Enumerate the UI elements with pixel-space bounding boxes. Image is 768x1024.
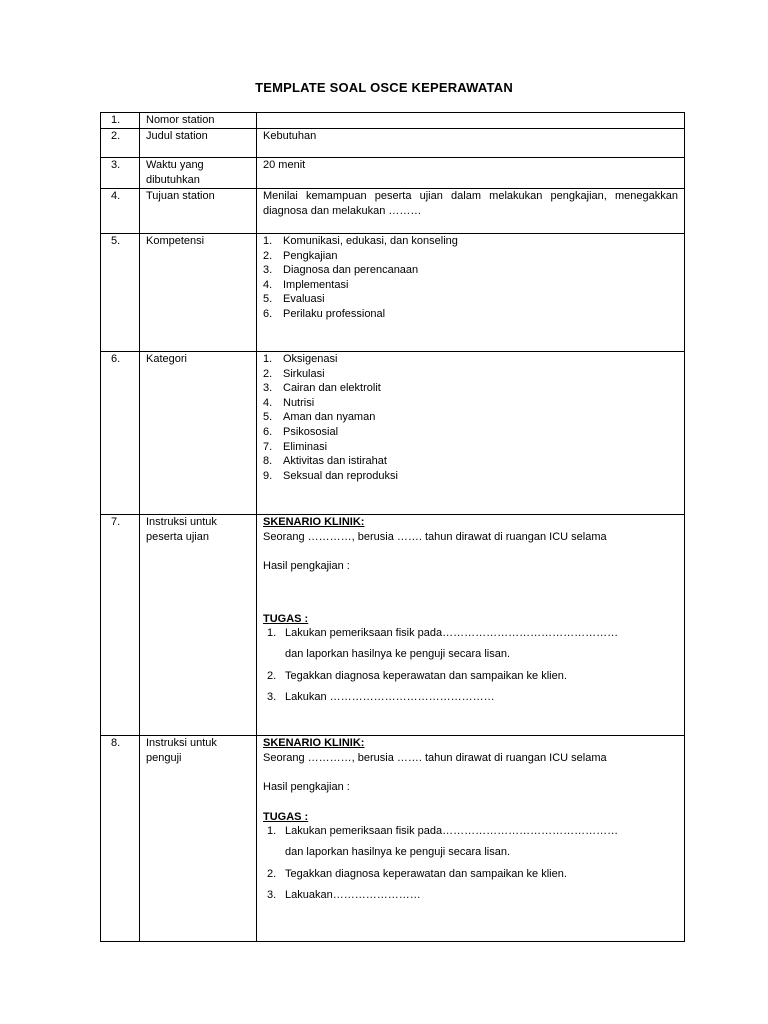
list-item: 7. Eliminasi <box>263 440 328 453</box>
row-label: Tujuan station <box>140 189 257 234</box>
list-item: 6. Psikososial <box>263 425 339 438</box>
tugas-list <box>263 867 678 903</box>
row-number: 6. <box>101 352 140 515</box>
row-label: Judul station <box>140 129 257 158</box>
table-row <box>101 352 685 515</box>
table-row <box>101 189 685 234</box>
row-value: Menilai kemampuan peserta ujian dalam melakukan pengkajian, menegakkan diagnosa dan melakukan ……… <box>257 189 685 234</box>
skenario-heading: SKENARIO KLINIK: <box>263 737 365 749</box>
row-number: 5. <box>101 234 140 352</box>
instruksi-peserta-cell <box>257 515 685 736</box>
table-row <box>101 234 685 352</box>
row-label: Kategori <box>140 352 257 515</box>
list-item: 5. Aman dan nyaman <box>263 411 376 424</box>
list-item: 3. Lakukan ……………………………………… <box>267 691 495 704</box>
kompetensi-list <box>263 234 678 322</box>
list-item: 1. Lakukan pemeriksaan fisik pada………………………………………… <box>267 627 619 640</box>
list-item: 1. Lakukan pemeriksaan fisik pada………………………………………… <box>267 825 619 838</box>
row-number: 4. <box>101 189 140 234</box>
list-item: 3. Cairan dan elektrolit <box>263 382 381 395</box>
tugas-heading: TUGAS : <box>263 810 309 823</box>
list-item: 8. Aktivitas dan istirahat <box>263 455 387 468</box>
list-item: 3. Lakuakan…………………… <box>267 889 421 902</box>
tugas-continuation: dan laporkan hasilnya ke penguji secara lisan. <box>285 845 511 858</box>
kategori-cell <box>257 352 685 515</box>
skenario-heading: SKENARIO KLINIK: <box>263 516 365 528</box>
kompetensi-cell <box>257 234 685 352</box>
kategori-list <box>263 352 678 483</box>
list-item: 5. Evaluasi <box>263 293 325 306</box>
row-label: Waktu yang dibutuhkan <box>140 158 257 189</box>
tugas-list <box>263 669 678 705</box>
instruksi-penguji-cell <box>257 736 685 942</box>
tugas-heading: TUGAS : <box>263 612 309 625</box>
osce-template-table <box>100 112 685 942</box>
row-value: Kebutuhan <box>257 129 685 158</box>
tugas-list <box>263 626 678 641</box>
skenario-text: Seorang …………, berusia ……. tahun dirawat di ruangan ICU selama <box>263 751 607 764</box>
tugas-continuation: dan laporkan hasilnya ke penguji secara lisan. <box>285 647 511 660</box>
list-item: 2. Sirkulasi <box>263 367 325 380</box>
row-number: 1. <box>101 113 140 129</box>
page-title: TEMPLATE SOAL OSCE KEPERAWATAN <box>255 80 513 95</box>
list-item: 1. Oksigenasi <box>263 353 338 365</box>
row-number: 3. <box>101 158 140 189</box>
row-number: 2. <box>101 129 140 158</box>
row-value: 20 menit <box>257 158 685 189</box>
list-item: 1. Komunikasi, edukasi, dan konseling <box>263 235 458 247</box>
row-label: Kompetensi <box>140 234 257 352</box>
list-item: 2. Pengkajian <box>263 249 338 262</box>
row-label: Instruksi untuk peserta ujian <box>140 515 257 736</box>
table-row <box>101 158 685 189</box>
list-item: 4. Implementasi <box>263 278 349 291</box>
table-row <box>101 736 685 942</box>
row-label: Instruksi untuk penguji <box>140 736 257 942</box>
list-item: 9. Seksual dan reproduksi <box>263 469 398 482</box>
tugas-list <box>263 824 678 839</box>
table-row <box>101 113 685 129</box>
row-number: 7. <box>101 515 140 736</box>
table-row <box>101 515 685 736</box>
hasil-pengkajian: Hasil pengkajian : <box>263 781 350 794</box>
list-item: 2. Tegakkan diagnosa keperawatan dan sampaikan ke klien. <box>267 669 567 682</box>
row-number: 8. <box>101 736 140 942</box>
list-item: 3. Diagnosa dan perencanaan <box>263 264 419 277</box>
skenario-text: Seorang …………, berusia ……. tahun dirawat di ruangan ICU selama <box>263 530 607 543</box>
list-item: 4. Nutrisi <box>263 396 315 409</box>
list-item: 2. Tegakkan diagnosa keperawatan dan sampaikan ke klien. <box>267 867 567 880</box>
list-item: 6. Perilaku professional <box>263 307 386 320</box>
table-row <box>101 129 685 158</box>
hasil-pengkajian: Hasil pengkajian : <box>263 560 350 573</box>
row-value <box>257 113 685 129</box>
row-label: Nomor station <box>140 113 257 129</box>
